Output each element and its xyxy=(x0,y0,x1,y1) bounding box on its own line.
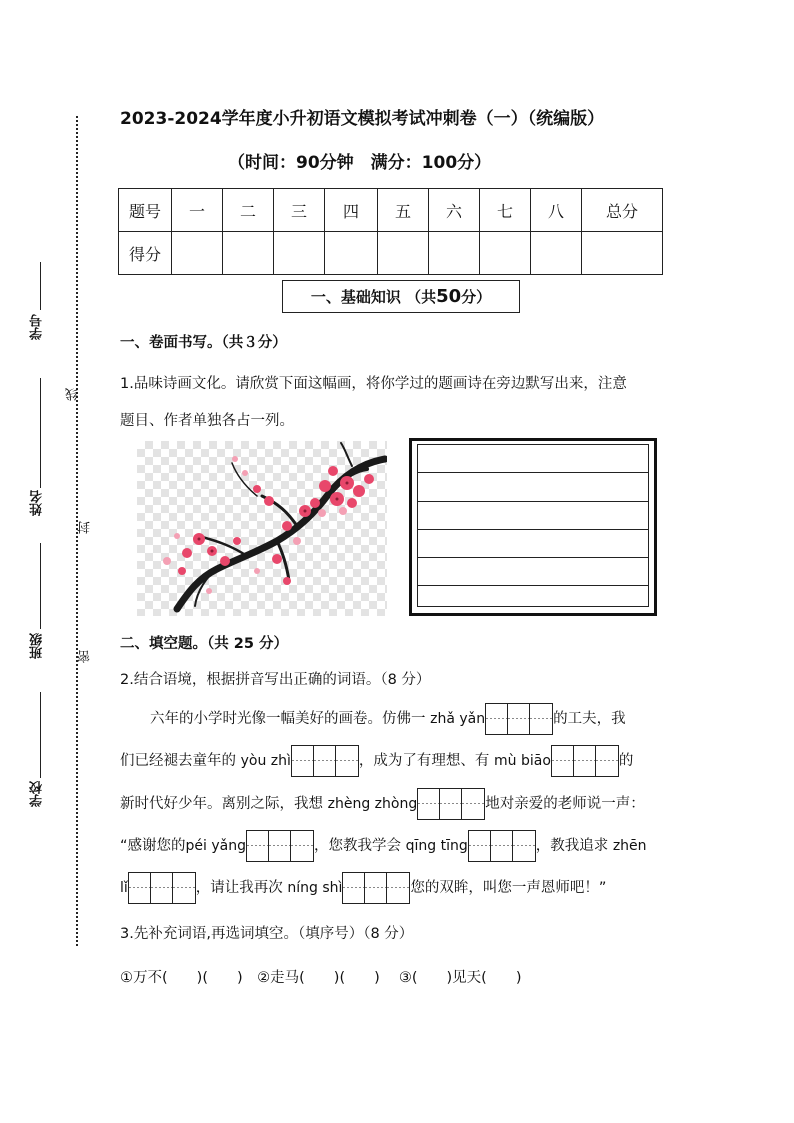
pinyin-prompt: zhǎ yǎn xyxy=(430,711,486,727)
score-input-cell[interactable] xyxy=(531,232,582,275)
school-fill-line[interactable] xyxy=(40,692,41,778)
seal-char-line: 线 xyxy=(66,388,81,401)
passage-text: 新时代好少年。离别之际，我想 xyxy=(120,796,323,812)
exam-subtitle: （时间：90分钟 满分：100分） xyxy=(228,153,492,173)
passage-text: “感谢您的 xyxy=(120,838,186,854)
score-input-cell[interactable] xyxy=(274,232,325,275)
passage-text: ，教我追求 xyxy=(535,838,609,854)
passage-line-3 xyxy=(120,788,645,820)
table-cell: 四 xyxy=(325,189,378,232)
passage-text: 的 xyxy=(618,753,634,769)
part1-heading: 一、卷面书写。（共３分） xyxy=(120,335,287,351)
table-row xyxy=(119,232,663,275)
passage-line-2 xyxy=(120,745,633,777)
q2-prompt: 2.结合语境，根据拼音写出正确的词语。（8 分） xyxy=(120,672,431,688)
answer-grid[interactable] xyxy=(342,872,410,904)
poem-writing-area[interactable] xyxy=(417,444,649,607)
score-input-cell[interactable] xyxy=(429,232,480,275)
passage-text: 六年的小学时光像一幅美好的画卷。仿佛一 xyxy=(150,711,426,727)
q1-line1: 1.品味诗画文化。请欣赏下面这幅画，将你学过的题画诗在旁边默写出来，注意 xyxy=(120,376,627,392)
answer-grid[interactable] xyxy=(128,872,196,904)
table-cell: 七 xyxy=(480,189,531,232)
table-cell: 得分 xyxy=(119,232,172,275)
passage-text: 地对亲爱的老师说一声： xyxy=(485,796,645,812)
passage-text: ，请让我再次 xyxy=(195,880,283,896)
name-label: 姓名 xyxy=(30,490,45,516)
passage-line-1 xyxy=(150,703,626,735)
section-header-points: 50 xyxy=(436,286,462,307)
passage-text: 您的双眸，叫您一声恩师吧！” xyxy=(410,880,607,896)
score-input-cell[interactable] xyxy=(172,232,223,275)
passage-line-5 xyxy=(120,872,606,904)
table-cell: 二 xyxy=(223,189,274,232)
score-input-cell[interactable] xyxy=(480,232,531,275)
pinyin-prompt: zhēn xyxy=(612,838,647,854)
writing-line xyxy=(418,501,648,502)
plum-blossom-painting xyxy=(137,441,387,616)
score-input-cell[interactable] xyxy=(223,232,274,275)
table-cell: 八 xyxy=(531,189,582,232)
writing-line xyxy=(418,472,648,473)
part2-heading: 二、填空题。（共 25 分） xyxy=(120,636,289,652)
student-id-fill-line[interactable] xyxy=(40,262,41,310)
passage-line-4 xyxy=(120,830,647,862)
answer-grid[interactable] xyxy=(291,745,359,777)
writing-line xyxy=(418,585,648,586)
answer-grid[interactable] xyxy=(468,830,536,862)
seal-char-seal: 封 xyxy=(78,521,93,534)
score-input-cell[interactable] xyxy=(582,232,663,275)
answer-grid[interactable] xyxy=(485,703,553,735)
passage-text: ，成为了有理想、有 xyxy=(358,753,490,769)
answer-grid[interactable] xyxy=(246,830,314,862)
table-cell: 题号 xyxy=(119,189,172,232)
passage-text: ，您教我学会 xyxy=(313,838,401,854)
pinyin-prompt: mù biāo xyxy=(494,753,551,769)
score-input-cell[interactable] xyxy=(325,232,378,275)
school-label: 学校 xyxy=(30,781,45,807)
section-header-suffix: 分） xyxy=(461,288,492,306)
q1-line2: 题目、作者单独各占一列。 xyxy=(120,413,294,429)
q3-prompt: 3.先补充词语,再选词填空。（填序号）（8 分） xyxy=(120,926,414,942)
class-fill-line[interactable] xyxy=(40,543,41,629)
table-row xyxy=(119,189,663,232)
plum-blossom-svg xyxy=(137,441,387,616)
pinyin-prompt: lǐ xyxy=(120,880,128,896)
pinyin-prompt: níng shì xyxy=(287,880,343,896)
section-header xyxy=(282,280,520,313)
class-label: 班级 xyxy=(30,633,45,659)
table-cell: 一 xyxy=(172,189,223,232)
writing-line xyxy=(418,529,648,530)
passage-text: 的工夫，我 xyxy=(553,711,626,727)
answer-grid[interactable] xyxy=(551,745,619,777)
score-input-cell[interactable] xyxy=(378,232,429,275)
table-cell: 五 xyxy=(378,189,429,232)
exam-title: 2023-2024学年度小升初语文模拟考试冲刺卷（一）（统编版） xyxy=(120,109,605,129)
writing-line xyxy=(418,557,648,558)
score-table xyxy=(118,188,663,275)
q3-items[interactable]: ①万不( )( ) ②走马( )( ) ③( )见天( ) xyxy=(120,970,522,986)
pinyin-prompt: yòu zhì xyxy=(240,753,291,769)
table-cell: 三 xyxy=(274,189,325,232)
table-cell: 总分 xyxy=(582,189,663,232)
answer-grid[interactable] xyxy=(417,788,485,820)
poem-writing-box[interactable] xyxy=(409,438,657,616)
name-fill-line[interactable] xyxy=(40,378,41,488)
passage-text: 们已经褪去童年的 xyxy=(120,753,236,769)
pinyin-prompt: zhèng zhòng xyxy=(327,796,418,812)
pinyin-prompt: qīng tīng xyxy=(405,838,468,854)
student-id-label: 学号 xyxy=(30,314,45,340)
section-header-prefix: 一、基础知识 （共 xyxy=(310,288,437,306)
pinyin-prompt: péi yǎng xyxy=(185,838,246,854)
seal-char-mi: 密 xyxy=(78,650,93,663)
table-cell: 六 xyxy=(429,189,480,232)
